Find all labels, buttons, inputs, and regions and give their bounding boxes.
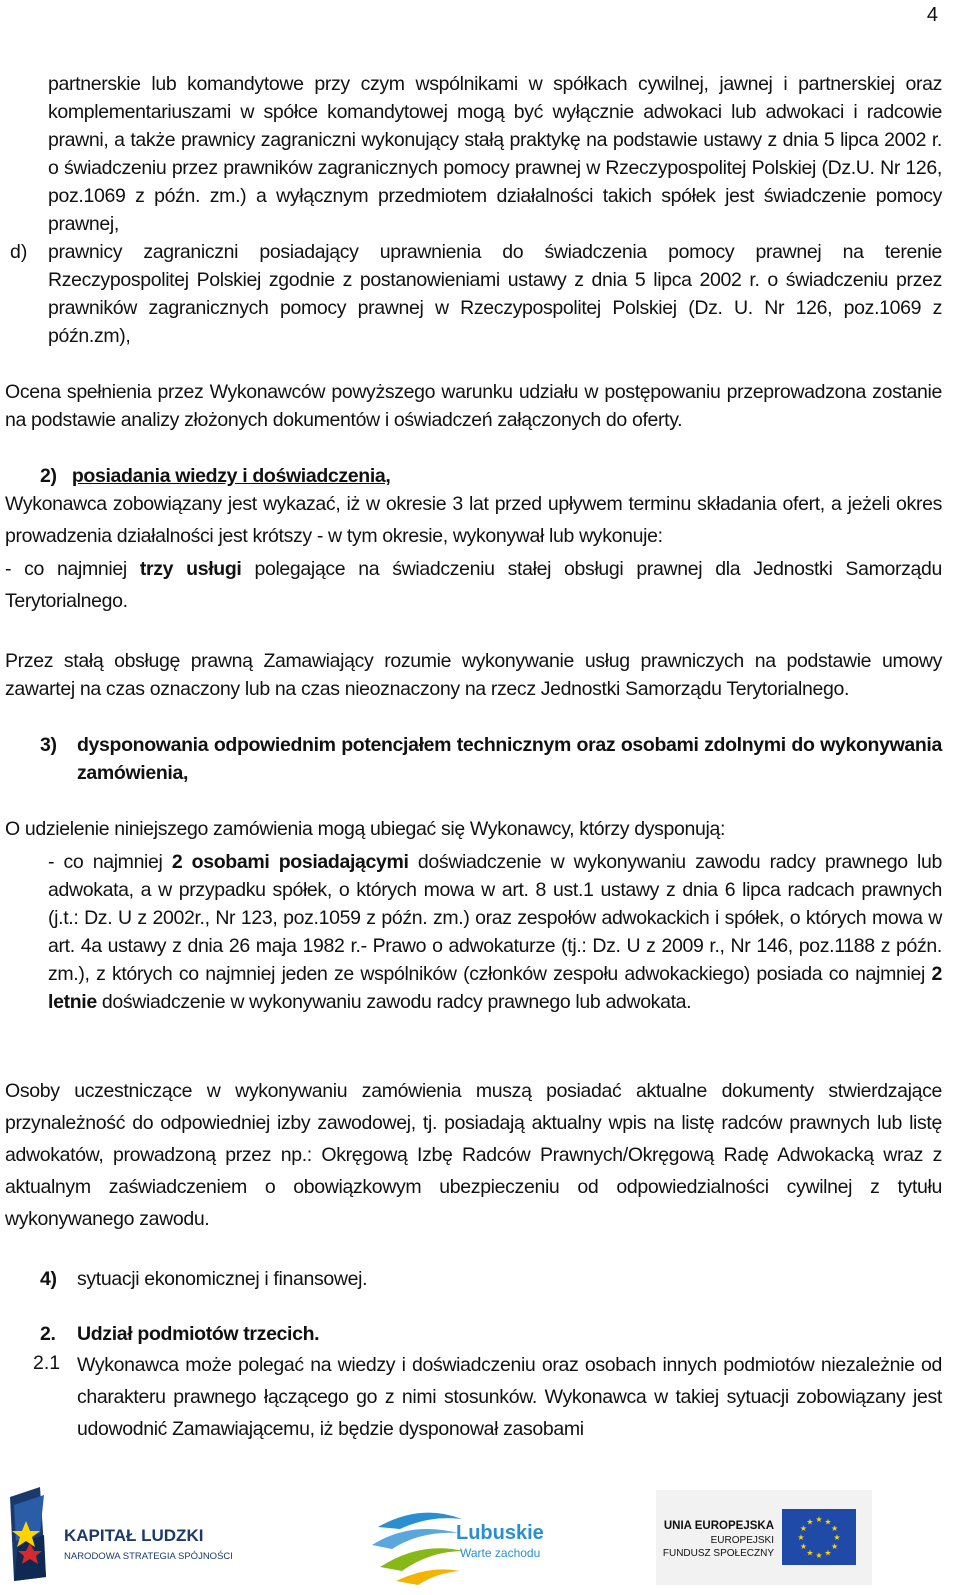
section-2-heading <box>40 462 390 490</box>
eu-star-icon: ★ <box>824 1517 832 1527</box>
kl-subtitle: NARODOWA STRATEGIA SPÓJNOŚCI <box>64 1551 233 1562</box>
item-2-1-text: Wykonawca może polegać na wiedzy i doświadczeniu oraz osobach innych podmiotów niezależnie od charakteru prawnego łączącego go z nimi stosunków. Wykonawca w takiej sytuacji zobowiązany jest udowodnić Zamawiającemu, iż będzie dysponował zasobami <box>77 1354 942 1440</box>
eu-star-icon: ★ <box>815 1551 823 1560</box>
item-d-label: d) <box>10 241 28 263</box>
eu-star-icon: ★ <box>799 1542 807 1551</box>
part-2-title: Udział podmiotów trzecich. <box>77 1323 320 1345</box>
section-3-bullet-pre: - co najmniej <box>48 851 172 873</box>
section-2-bullet-pre: - co najmniej <box>5 558 140 580</box>
section-3-title: dysponowania odpowiednim potencjałem technicznym oraz osobami zdolnymi do wykonywania zamówienia, <box>77 734 942 784</box>
section-3-number: 3) <box>40 734 57 756</box>
section-4-text: sytuacji ekonomicznej i finansowej. <box>77 1268 368 1290</box>
eu-star-icon: ★ <box>833 1533 841 1542</box>
item-c-continuation: partnerskie lub komandytowe przy czym wspólnikami w spółkach cywilnej, jawnej i partnerskiej oraz komplementariuszami w spółce komandytowej mogą być wyłącznie adwokaci lub adwokaci i radcowie prawni, a także prawnicy zagraniczni wykonujący stałą praktykę na podstawie ustawy z dnia 5 lipca 2002 r. o świadczeniu przez prawników zagranicznych pomocy prawnej w Rzeczypospolitej Polskiej (Dz.U. Nr 126, poz.1069 z późn. zm.) a wyłącznym przedmiotem działalności takich spółek jest świadczenie pomocy prawnej, <box>48 73 942 235</box>
section-3-bullet-bold-2: 2 letnie <box>48 963 942 1013</box>
eu-line-1: UNIA EUROPEJSKA <box>663 1520 774 1532</box>
section-2-title: posiadania wiedzy i doświadczenia, <box>71 465 391 487</box>
section-2-bullet-bold: trzy usługi <box>139 558 242 580</box>
eu-star-icon: ★ <box>815 1515 823 1524</box>
eu-star-icon: ★ <box>831 1542 839 1551</box>
eu-logo <box>656 1490 872 1585</box>
eu-star-icon: ★ <box>806 1517 814 1527</box>
item-d-text: prawnicy zagraniczni posiadający uprawnienia do świadczenia pomocy prawnej na terenie Rzeczypospolitej Polskiej zgodnie z postanowieniami ustawy z dnia 5 lipca 2002 r. o świadczeniu przez prawników zagranicznych pomocy prawnej w Rzeczypospolitej Polskiej (Dz. U. Nr 126, poz.1069 z późn.zm), <box>48 241 942 347</box>
lubuskie-logo <box>372 1513 544 1585</box>
page-number: 4 <box>926 4 938 26</box>
section-3-intro: O udzielenie niniejszego zamówienia mogą ubiegać się Wykonawcy, którzy dysponują: <box>5 818 726 840</box>
lubuskie-subtitle: Warte zachodu <box>460 1546 541 1560</box>
eu-star-icon: ★ <box>799 1524 807 1533</box>
section-2-number: 2) <box>40 465 57 487</box>
kapital-ludzki-logo <box>10 1487 233 1581</box>
eu-line-2: EUROPEJSKI <box>710 1535 774 1546</box>
eu-star-icon: ★ <box>806 1548 814 1558</box>
section-3-bullet-bold-1: 2 osobami posiadającymi <box>171 851 409 873</box>
section-2-text: Wykonawca zobowiązany jest wykazać, iż w okresie 3 lat przed upływem terminu składania ofert, a jeżeli okres prowadzenia działalności jest krótszy - w tym okresie, wykonywał lub wykonuje: <box>5 493 942 547</box>
section-3-bullet-mid: doświadczenie w wykonywaniu zawodu radcy prawnego lub adwokata, a w przypadku spółek, o których mowa w art. 8 ust.1 ustawy z dnia 6 lipca radcach prawnych (j.t.: Dz. U z 2002r., Nr 123, poz.1059 z późn. zm.) oraz zespołów adwokackich i spółek, o których mowa w art. 4a ustawy z dnia 26 maja 1982 r.- Prawo o adwokaturze (tj.: Dz. U z 2009 r., Nr 146, poz.1188 z późn. zm.), z których co najmniej jeden ze wspólników (członków zespołu adwokackiego) posiada co najmniej <box>48 851 942 985</box>
section-2-bullet-post: polegające na świadczeniu stałej obsługi prawnej dla Jednostki Samorządu Terytorialnego. <box>5 558 942 612</box>
definition-paragraph: Przez stałą obsługę prawną Zamawiający rozumie wykonywanie usług prawniczych na podstawie umowy zawartej na czas oznaczony lub na czas nieoznaczony na rzecz Jednostki Samorządu Terytorialnego. <box>5 650 942 700</box>
section-3-bullet <box>48 848 942 1016</box>
eu-star-icon: ★ <box>797 1533 805 1542</box>
eu-line-3: FUNDUSZ SPOŁECZNY <box>662 1548 774 1559</box>
section-4-number: 4) <box>40 1268 57 1290</box>
part-2-number: 2. <box>40 1323 56 1345</box>
persons-paragraph: Osoby uczestniczące w wykonywaniu zamówienia muszą posiadać aktualne dokumenty stwierdzające przynależność do odpowiedniej izby zawodowej, tj. posiadają aktualny wpis na listę radców prawnych lub listę adwokatów, prowadzoną przez np.: Okręgową Izbę Radców Prawnych/Okręgową Radę Adwokacką wraz z aktualnym zaświadczeniem o obowiązkowym ubezpieczeniu od odpowiedzialności cywilnej z tytułu wykonywanego zawodu. <box>5 1080 942 1230</box>
kl-title: KAPITAŁ LUDZKI <box>64 1526 204 1545</box>
eu-star-icon: ★ <box>824 1548 832 1558</box>
item-2-1-number: 2.1 <box>33 1352 61 1374</box>
eu-star-icon: ★ <box>831 1524 839 1533</box>
assessment-paragraph: Ocena spełnienia przez Wykonawców powyższego warunku udziału w postępowaniu przeprowadzona zostanie na podstawie analizy złożonych dokumentów i oświadczeń załączonych do oferty. <box>5 381 942 431</box>
footer-logo-strip <box>0 1485 960 1590</box>
section-2-bullet <box>5 553 942 617</box>
footer-logos <box>0 1485 960 1590</box>
lubuskie-title: Lubuskie <box>456 1522 544 1544</box>
section-3-bullet-post: doświadczenie w wykonywaniu zawodu radcy prawnego lub adwokata. <box>96 991 692 1013</box>
